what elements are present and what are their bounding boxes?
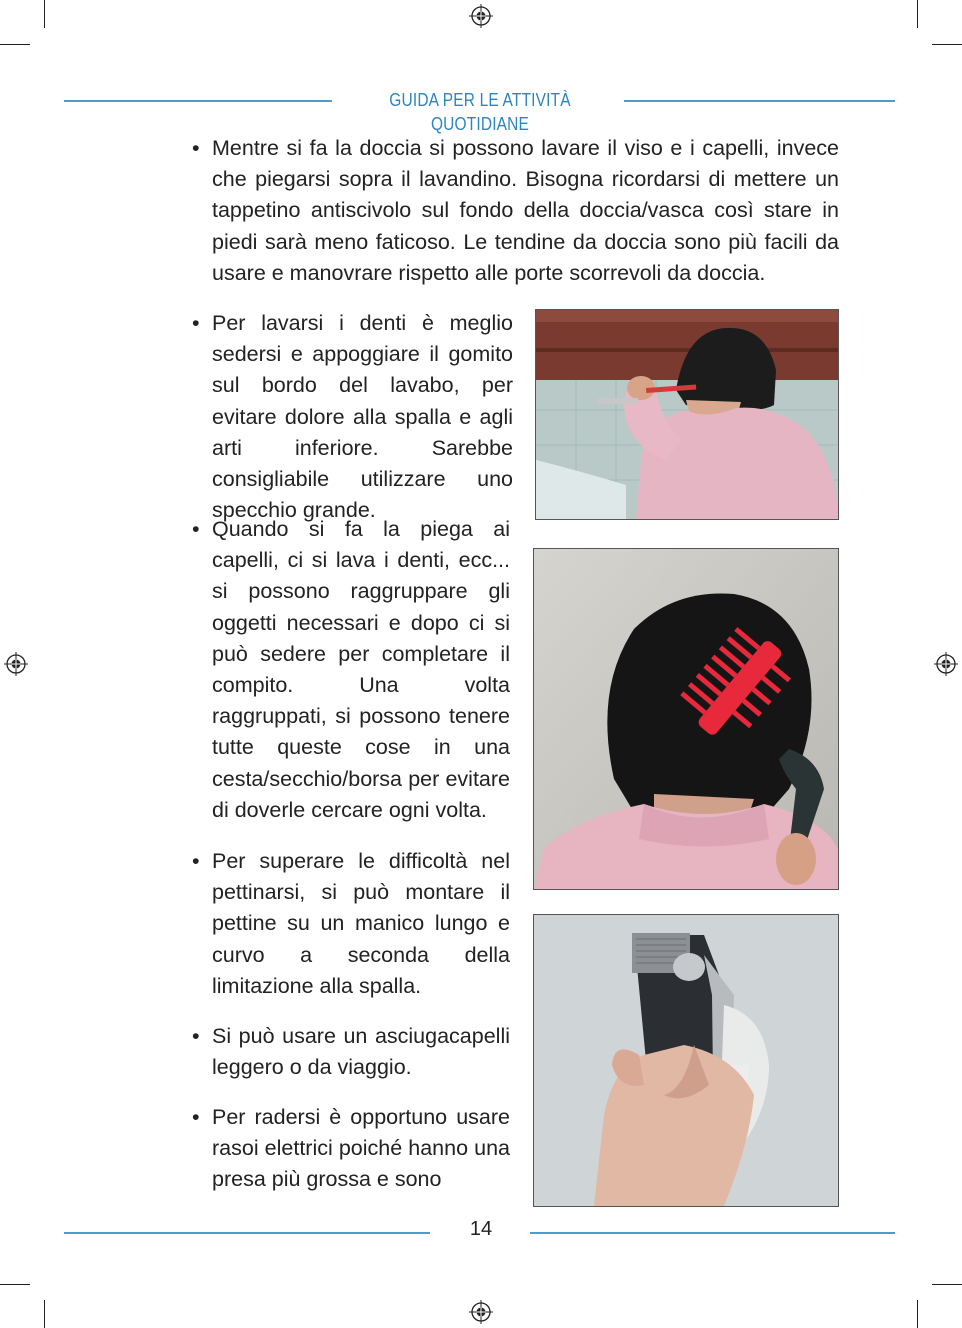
- bullet-symbol: •: [192, 311, 200, 335]
- bullet-shower: [192, 133, 839, 289]
- photo-electric-shaver: [533, 914, 839, 1207]
- bullet-group-items: [192, 514, 510, 826]
- bullet-symbol: •: [192, 136, 200, 160]
- crop-mark: [932, 44, 962, 45]
- bullet-brushing-teeth: [192, 308, 513, 526]
- bullet-text: Quando si fa la piega ai capelli, ci si lava i denti, ecc... si possono raggruppare gli oggetti necessari e dopo ci si può sedere per completare il compito. Una volta raggruppati, si possono tenere tutte queste cose in una cesta/secchio/borsa per evitare di doverle cercare ogni volta.: [212, 517, 510, 822]
- registration-mark-icon: [4, 652, 28, 676]
- bullet-symbol: •: [192, 1024, 200, 1048]
- photo-long-handle-comb: [533, 548, 839, 890]
- bullet-text: Per superare le difficoltà nel pettinarsi, si può montare il pettine su un manico lungo e curvo a seconda della limitazione alla spalla.: [212, 849, 510, 998]
- bullet-shaving: [192, 1102, 510, 1196]
- registration-mark-icon: [469, 1300, 493, 1324]
- crop-mark: [0, 1284, 30, 1285]
- bullet-text: Per lavarsi i denti è meglio sedersi e appoggiare il gomito sul bordo del lavabo, per evitare dolore alla spalla e agli arti inferiore. Sarebbe consigliabile utilizzare uno specchio grande.: [212, 311, 513, 523]
- crop-mark: [0, 44, 30, 45]
- page-number: 14: [469, 1218, 493, 1240]
- footer-rule-right: [530, 1232, 895, 1234]
- crop-mark: [44, 1300, 45, 1328]
- photo-electric-shaver-image: [534, 915, 838, 1206]
- bullet-symbol: •: [192, 517, 200, 541]
- header-rule-right: [624, 100, 895, 102]
- header-rule-left: [64, 100, 332, 102]
- bullet-hairdryer: [192, 1021, 510, 1083]
- crop-mark: [44, 0, 45, 28]
- photo-brushing-teeth: [535, 309, 839, 520]
- bullet-text: Mentre si fa la doccia si possono lavare il viso e i capelli, invece che piegarsi sopra il lavandino. Bisogna ricordarsi di mettere un tappetino antiscivolo sul fondo della doccia/vasca così stare in piedi sarà meno faticoso. Le tendine da doccia sono più facili da usare e manovrare rispetto alle porte scorrevoli da doccia.: [212, 136, 839, 285]
- photo-brushing-teeth-image: [536, 310, 838, 519]
- bullet-text: Per radersi è opportuno usare rasoi elettrici poiché hanno una presa più grossa e sono: [212, 1105, 510, 1192]
- crop-mark: [932, 1284, 962, 1285]
- registration-mark-icon: [469, 4, 493, 28]
- crop-mark: [917, 1300, 918, 1328]
- bullet-symbol: •: [192, 1105, 200, 1129]
- running-header: GUIDA PER LE ATTIVITÀ QUOTIDIANE: [389, 90, 571, 134]
- photo-long-handle-comb-image: [534, 549, 838, 889]
- footer-rule-left: [64, 1232, 430, 1234]
- bullet-combing: [192, 846, 510, 1002]
- crop-mark: [917, 0, 918, 28]
- bullet-text: Si può usare un asciugacapelli leggero o da viaggio.: [212, 1024, 510, 1080]
- registration-mark-icon: [934, 652, 958, 676]
- bullet-symbol: •: [192, 849, 200, 873]
